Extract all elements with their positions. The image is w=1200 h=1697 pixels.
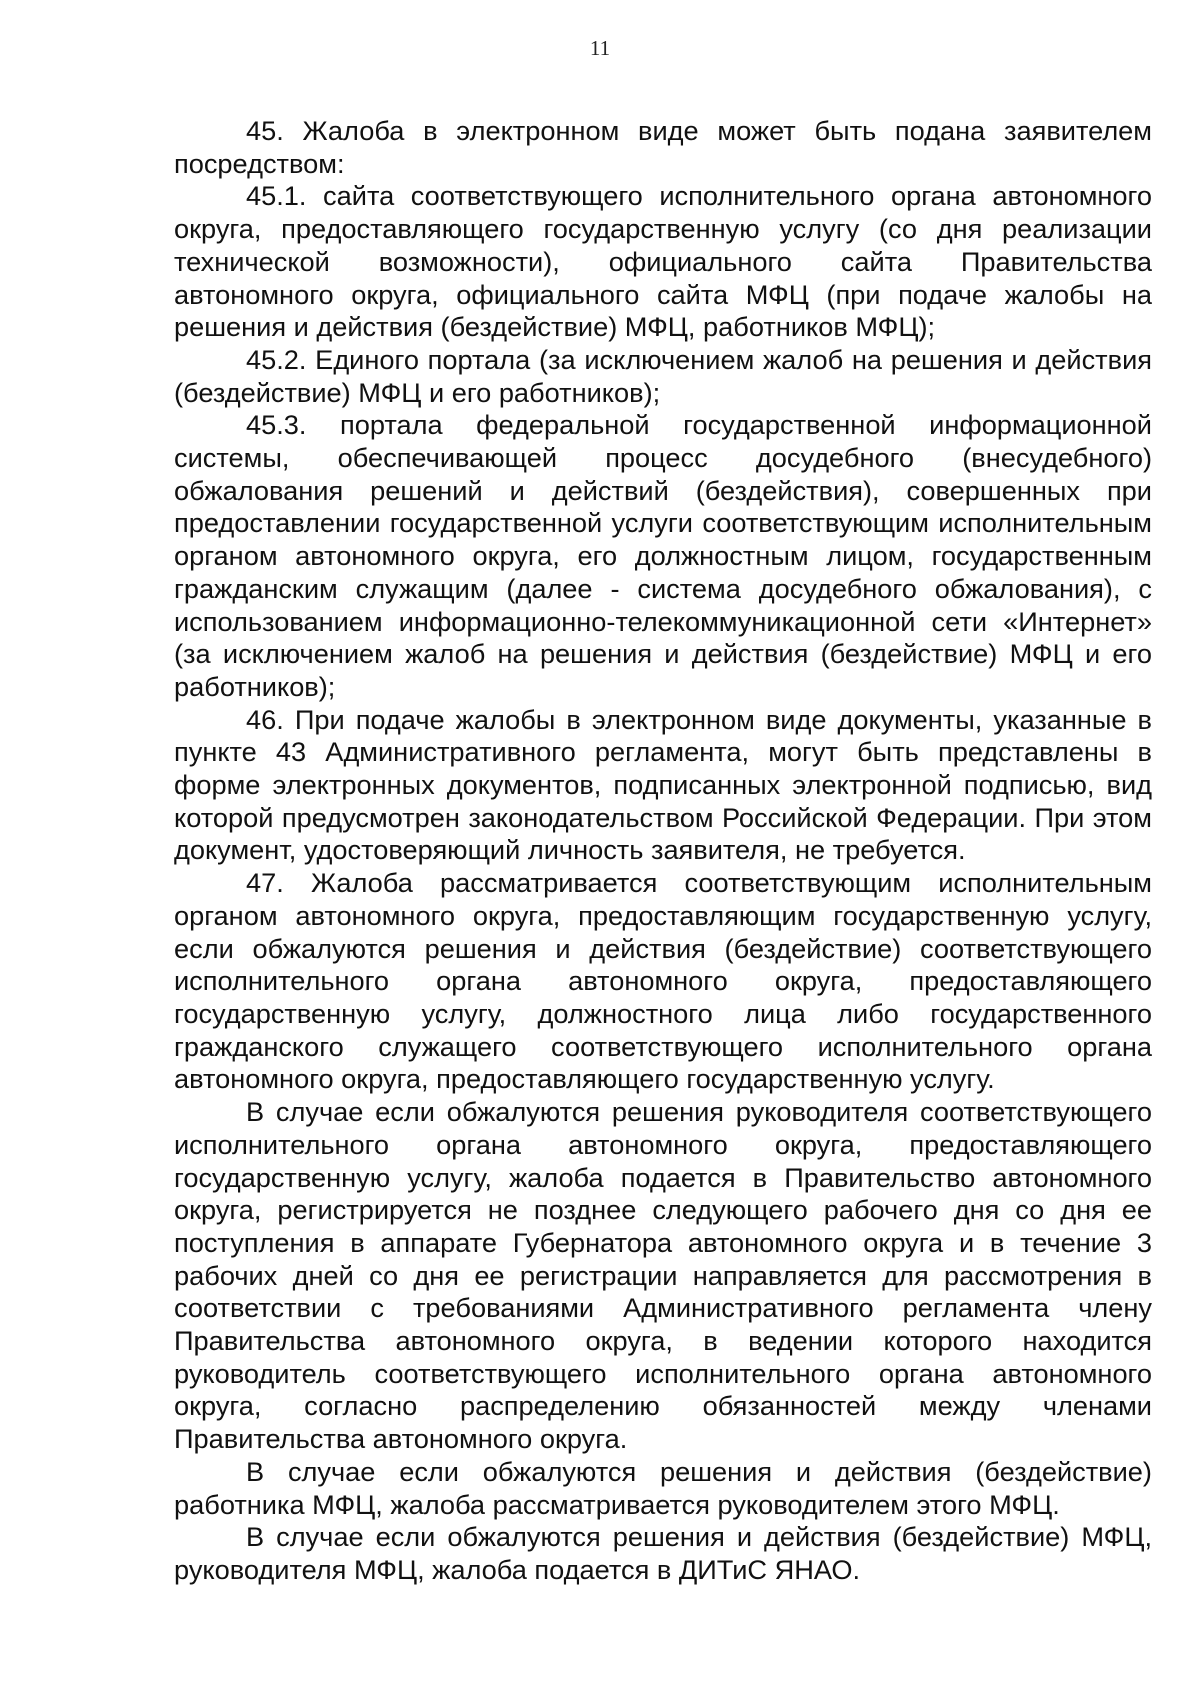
paragraph-47-head-complaint: В случае если обжалуются решения руководителя соответствующего исполнительного органа автономного округа, предоставляющего государственную услугу, жалоба подается в Правительство автономного округа, регистрируется не позднее следующего рабочего дня со дня ее поступления в аппарате Губернатора автономного округа и в течение 3 рабочих дней со дня ее регистрации направляется для рассмотрения в соответствии с требованиями Административного регламента члену Правительства автономного округа, в ведении которого находится руководитель соответствующего исполнительного органа автономного округа, согласно распределению обязанностей между членами Правительства автономного округа. xyxy=(174,1096,1152,1455)
paragraph-45-2: 45.2. Единого портала (за исключением жалоб на решения и действия (бездействие) МФЦ и его работников); xyxy=(174,343,1152,408)
paragraph-45-3: 45.3. портала федеральной государственной информационной системы, обеспечивающей процесс досудебного (внесудебного) обжалования решений и действий (бездействия), совершенных при предоставлении государственной услуги соответствующим исполнительным органом автономного округа, его должностным лицом, государственным гражданским служащим (далее - система досудебного обжалования), с использованием информационно-телекоммуникационной сети «Интернет» (за исключением жалоб на решения и действия (бездействие) МФЦ и его работников); xyxy=(174,409,1152,702)
paragraph-47: 47. Жалоба рассматривается соответствующим исполнительным органом автономного округа, предоставляющим государственную услугу, если обжалуются решения и действия (бездействие) соответствующего исполнительного органа автономного округа, предоставляющего государственную услугу, должностного лица либо государственного гражданского служащего соответствующего исполнительного органа автономного округа, предоставляющего государственную услугу. xyxy=(174,867,1152,1095)
paragraph-47-mfc-worker: В случае если обжалуются решения и действия (бездействие) работника МФЦ, жалоба рассматривается руководителем этого МФЦ. xyxy=(174,1455,1152,1520)
page-number: 11 xyxy=(589,36,611,60)
paragraph-46: 46. При подаче жалобы в электронном виде документы, указанные в пункте 43 Административного регламента, могут быть представлены в форме электронных документов, подписанных электронной подписью, вид которой предусмотрен законодательством Российской Федерации. При этом документ, удостоверяющий личность заявителя, не требуется. xyxy=(174,703,1152,866)
document-body xyxy=(174,115,1152,1587)
paragraph-45: 45. Жалоба в электронном виде может быть подана заявителем посредством: xyxy=(174,115,1152,179)
paragraph-47-mfc-head: В случае если обжалуются решения и действия (бездействие) МФЦ, руководителя МФЦ, жалоба подается в ДИТиС ЯНАО. xyxy=(174,1521,1152,1585)
paragraph-45-1: 45.1. сайта соответствующего исполнительного органа автономного округа, предоставляющего государственную услугу (со дня реализации технической возможности), официального сайта Правительства автономного округа, официального сайта МФЦ (при подаче жалобы на решения и действия (бездействие) МФЦ, работников МФЦ); xyxy=(174,180,1152,343)
